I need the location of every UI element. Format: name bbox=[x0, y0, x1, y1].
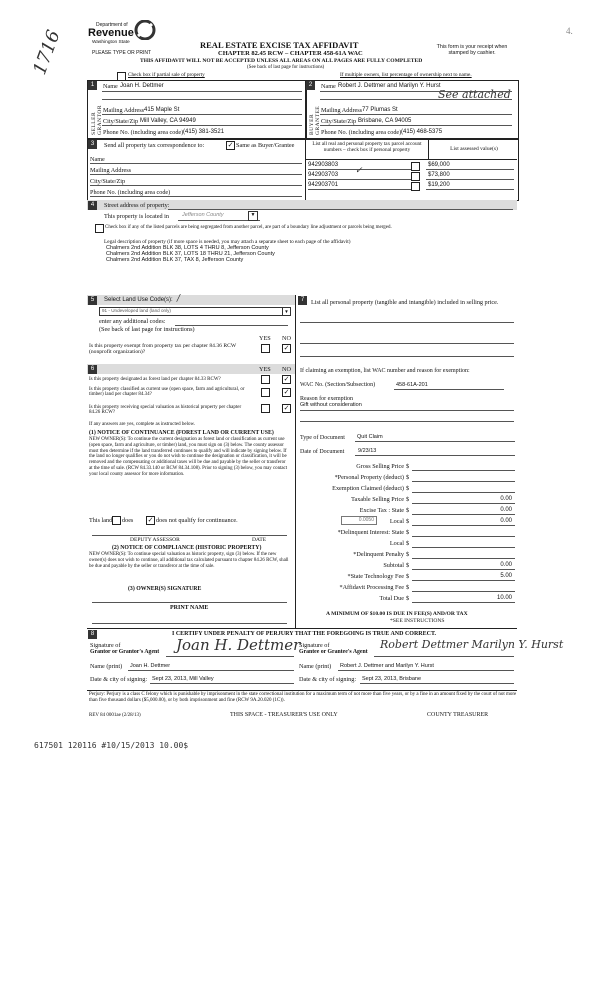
assessed-value[interactable]: $69,000 bbox=[428, 162, 450, 168]
parcel-rule bbox=[308, 169, 418, 170]
seller-name[interactable]: Joan H. Dettmer bbox=[120, 83, 164, 89]
legal-line-2[interactable]: Chalmers 2nd Addition BLK 37, LOTS 18 THRU 21, Jefferson County bbox=[106, 251, 275, 257]
same-as-buyer-label: Same as Buyer/Grantee bbox=[236, 142, 295, 149]
seller-phone[interactable]: (415) 381-3521 bbox=[183, 129, 225, 135]
doc-type-value[interactable]: Quit Claim bbox=[357, 434, 383, 440]
seller-address-rule bbox=[102, 114, 302, 115]
dollar-sign: $ bbox=[406, 584, 410, 591]
tax-value[interactable]: 0.00 bbox=[500, 562, 512, 568]
section-3-marker: 3 bbox=[88, 140, 97, 149]
certify-statement: I CERTIFY UNDER PENALTY OF PERJURY THAT THE FOREGOING IS TRUE AND CORRECT. bbox=[172, 631, 437, 637]
seller-side-label: SELLER GRANTOR bbox=[91, 105, 103, 135]
tax-value[interactable]: 10.00 bbox=[496, 595, 512, 601]
minimum-fee-note: A MINIMUM OF $10.00 IS DUE IN FEE(S) AND/OR TAX bbox=[326, 611, 468, 617]
dollar-sign: $ bbox=[406, 540, 410, 547]
section-1-marker: 1 bbox=[88, 81, 97, 90]
dollar-sign: $ bbox=[406, 595, 410, 602]
dollar-sign: $ bbox=[406, 507, 410, 514]
buyer-address-label: Mailing Address bbox=[321, 107, 363, 114]
does-not-label: does not qualify for continuance. bbox=[156, 517, 238, 524]
section-6-yes: YES bbox=[259, 366, 271, 373]
date-label: DATE bbox=[252, 537, 267, 543]
value-rule bbox=[426, 189, 514, 190]
partial-sale-label: Check box if partial sale of property bbox=[128, 72, 205, 78]
wac-label: WAC No. (Section/Subsection) bbox=[300, 382, 376, 388]
tax-rule bbox=[412, 569, 515, 570]
local-rate-value: 0.0050 bbox=[358, 517, 374, 523]
corr-phone-label: Phone No. (including area code) bbox=[90, 189, 171, 196]
does-label: does bbox=[122, 517, 134, 524]
tax-value[interactable]: 0.00 bbox=[500, 518, 512, 524]
current-use-question: Is this property classified as current use (open space, farm and agricultural, or timber) land per chapter 84.34? bbox=[89, 387, 245, 397]
corr-address-label: Mailing Address bbox=[90, 167, 132, 174]
tax-rule bbox=[412, 591, 515, 592]
value-rule bbox=[426, 169, 514, 170]
grantor-date-label: Date & city of signing: bbox=[90, 676, 148, 683]
tax-value[interactable]: 5.00 bbox=[500, 573, 512, 579]
dollar-sign: $ bbox=[406, 551, 410, 558]
grantee-date[interactable]: Sept 23, 2013, Brisbane bbox=[362, 676, 422, 682]
tax-rule bbox=[412, 514, 515, 515]
doc-type-rule bbox=[355, 441, 515, 442]
forest-no-checkbox[interactable]: ✓ bbox=[283, 375, 290, 383]
tax-label: *Delinquent Penalty bbox=[353, 551, 404, 558]
grantee-sig-rule bbox=[374, 656, 514, 657]
personal-property-label: List all personal property (tangible and intangible) included in selling price. bbox=[311, 299, 499, 306]
buyer-name-rule bbox=[320, 91, 512, 92]
dollar-sign: $ bbox=[406, 573, 410, 580]
tax-rule bbox=[412, 470, 515, 471]
revenue-logo bbox=[88, 20, 158, 46]
tax-label: Total Due bbox=[379, 595, 404, 602]
check-mark-scribble: ✓ bbox=[355, 166, 363, 176]
reason-label: Reason for exemption bbox=[300, 396, 353, 402]
county-select[interactable] bbox=[178, 212, 260, 221]
grantor-sig-sub: Grantor or Grantor's Agent bbox=[90, 649, 160, 655]
parcel-number[interactable]: 942903803 bbox=[308, 162, 339, 168]
grantee-sig-label: Signature of bbox=[299, 642, 330, 649]
parcel-number[interactable]: 942903701 bbox=[308, 182, 339, 188]
grantor-sig-label: Signature of bbox=[90, 642, 121, 649]
seller-phone-label: Phone No. (including area code) bbox=[103, 129, 184, 136]
dollar-sign: $ bbox=[406, 518, 410, 525]
tax-label: Excise Tax : State bbox=[359, 507, 404, 514]
wac-value[interactable]: 458-61A-201 bbox=[396, 382, 428, 388]
dollar-sign: $ bbox=[406, 463, 410, 470]
historic-no-checkbox[interactable]: ✓ bbox=[283, 404, 290, 412]
multiple-owners-note: If multiple owners, list percentage of ownership next to name. bbox=[340, 72, 472, 78]
personal-property-rule-1 bbox=[300, 322, 514, 323]
tax-value[interactable]: 0.00 bbox=[500, 496, 512, 502]
tax-label: *Delinquent Interest: State bbox=[337, 529, 404, 536]
tax-label: Local bbox=[389, 540, 404, 547]
reason-rule-1 bbox=[300, 410, 514, 411]
doc-type-label: Type of Document bbox=[300, 435, 345, 441]
if-yes-instruction: If any answers are yes, complete as instructed below. bbox=[89, 422, 196, 427]
corner-mark: 4. bbox=[566, 26, 573, 36]
section-5-marker: 5 bbox=[88, 296, 97, 305]
dept-line: Department of bbox=[96, 22, 128, 28]
section-8-marker: 8 bbox=[88, 630, 97, 639]
grantor-name-label: Name (print) bbox=[90, 663, 123, 670]
chevron-down-icon[interactable]: ▼ bbox=[282, 308, 290, 315]
see-back-header: (See back of last page for instructions) bbox=[247, 65, 325, 70]
corr-city-rule bbox=[90, 185, 302, 186]
tax-rule bbox=[412, 602, 515, 603]
local-rate-field[interactable] bbox=[341, 516, 377, 525]
dollar-sign: $ bbox=[406, 474, 410, 481]
section-5-yes: YES bbox=[259, 335, 271, 342]
owner-signature-label: (3) OWNER(S) SIGNATURE bbox=[128, 586, 202, 592]
land-use-select[interactable] bbox=[99, 307, 291, 316]
section-2-marker: 2 bbox=[306, 81, 315, 90]
forest-question: Is this property designated as forest land per chapter 84.33 RCW? bbox=[89, 377, 221, 382]
reason-rule-2 bbox=[300, 421, 514, 422]
section-6-marker: 6 bbox=[88, 365, 97, 374]
located-in-label: This property is located in bbox=[104, 213, 169, 220]
grantee-name-rule bbox=[338, 670, 514, 671]
tax-label: Exemption Claimed (deduct) bbox=[332, 485, 404, 492]
continuance-text: NEW OWNER(S): To continue the current designation as forest land or classification as current use (open space, farm and agriculture, or timber) land, you must sign on (3) below. The county assessor must then determine if the land transferred continues to qualify and will indicate by signing below. If the land no longer qualifies or you do not wish to continue the designation or classification, it will be removed and the compensating or additional taxes will be due and payable by the seller or transferor at the time of sale. (RCW 84.33.140 or RCW 84.34.108). Prior to signing (3) below, you may contact your local county assessor for more information. bbox=[89, 437, 288, 477]
margin-note: 1716 bbox=[29, 27, 65, 78]
value-header: List assessed value(s) bbox=[450, 146, 498, 152]
buyer-address[interactable]: 77 Plumas St bbox=[362, 107, 398, 113]
tax-rule bbox=[412, 525, 515, 526]
county-value: Jefferson County bbox=[182, 212, 224, 218]
owner-signature-rule bbox=[92, 602, 287, 603]
value-column-divider bbox=[428, 139, 429, 159]
buyer-city-rule bbox=[320, 125, 512, 126]
form-notice: THIS AFFIDAVIT WILL NOT BE ACCEPTED UNLESS ALL AREAS ON ALL PAGES ARE FULLY COMPLETED bbox=[140, 58, 423, 64]
treasurer-stamp: 617501 120116 #10/15/2013 10.00$ bbox=[34, 741, 189, 750]
section-5-see-back: (See back of last page for instructions) bbox=[99, 326, 195, 333]
tax-label: Local bbox=[389, 518, 404, 525]
tax-label: Gross Selling Price bbox=[356, 463, 404, 470]
section-6-no: NO bbox=[282, 366, 291, 373]
buyer-city[interactable]: Brisbane, CA 94005 bbox=[358, 118, 412, 124]
print-note: PLEASE TYPE OR PRINT bbox=[92, 50, 152, 56]
revision-label: REV 84 0001ae (2/28/13) bbox=[89, 713, 141, 718]
seller-city-label: City/State/Zip bbox=[103, 118, 139, 125]
center-divider bbox=[295, 295, 296, 628]
exempt-question: Is this property exempt from property tax per chapter 84.36 RCW (nonprofit organization)? bbox=[89, 343, 237, 355]
buyer-address-rule bbox=[320, 114, 512, 115]
form-title: REAL ESTATE EXCISE TAX AFFIDAVIT bbox=[200, 40, 359, 50]
tax-label: *Affidavit Processing Fee bbox=[339, 584, 404, 591]
current-use-no-checkbox[interactable]: ✓ bbox=[283, 388, 290, 396]
grantor-signature[interactable]: Joan H. Dettmer bbox=[176, 636, 301, 654]
footer-rule bbox=[87, 690, 517, 691]
grantee-sig-sub: Grantee or Grantee's Agent bbox=[299, 649, 368, 655]
tax-label: Taxable Selling Price bbox=[351, 496, 404, 503]
doc-date-label: Date of Document bbox=[300, 449, 345, 455]
street-address-rule bbox=[168, 209, 513, 210]
buyer-name-label: Name bbox=[321, 83, 336, 90]
deputy-rule bbox=[92, 535, 287, 536]
seller-city-rule bbox=[102, 125, 302, 126]
chevron-down-icon[interactable]: ▼ bbox=[248, 211, 258, 221]
buyer-name-rule-2 bbox=[320, 99, 512, 100]
buyer-name[interactable]: Robert J. Dettmer and Marilyn Y. Hurst bbox=[338, 83, 441, 89]
revenue-logo-icon bbox=[134, 20, 156, 40]
tax-rule bbox=[412, 536, 515, 537]
exempt-no-checkbox[interactable]: ✓ bbox=[283, 344, 290, 352]
county-treasurer-label: COUNTY TREASURER bbox=[427, 712, 489, 718]
historic-question: Is this property receiving special valuation as historical property per chapter 84.26 RCW? bbox=[89, 405, 242, 415]
grantee-signature[interactable]: Robert Dettmer Marilyn Y. Hurst bbox=[380, 638, 564, 651]
buyer-city-label: City/State/Zip bbox=[321, 118, 357, 125]
parcel-rule bbox=[308, 189, 418, 190]
seller-address-label: Mailing Address bbox=[103, 107, 145, 114]
this-land-label: This land bbox=[89, 517, 113, 524]
perjury-notice: Perjury: Perjury is a class C felony which is punishable by imprisonment in the state correctional institution for a maximum term of not more than five years, or by a fine in an amount fixed by the court of not more than five thousand dollars ($5,000.00), or by both imprisonment and fine (RCW 9A.20.020 (1C)). bbox=[89, 692, 517, 703]
corr-city-label: City/State/Zip bbox=[90, 178, 126, 185]
seller-city[interactable]: Mill Valley, CA 94949 bbox=[140, 118, 196, 124]
dept-state: Washington State bbox=[92, 40, 130, 45]
value-rule bbox=[426, 179, 514, 180]
send-correspondence-label: Send all property tax correspondence to: bbox=[104, 142, 205, 149]
does-checkbox[interactable] bbox=[112, 516, 121, 525]
land-use-label: Select Land Use Code(s): bbox=[104, 297, 173, 303]
corr-name-label: Name bbox=[90, 156, 105, 163]
grantor-name-rule bbox=[128, 670, 294, 671]
grantor-name[interactable]: Joan H. Dettmer bbox=[130, 663, 171, 669]
see-instructions-note: *SEE INSTRUCTIONS bbox=[390, 618, 445, 624]
parcel-number[interactable]: 942903703 bbox=[308, 172, 339, 178]
compliance-text: NEW OWNER(S): To continue special valuation as historic property, sign (3) below. If the new owner(s) does not wish to continue, all additional tax calculated pursuant to chapter 84.26 RCW, shall be due and payable by the seller or transferor at the time of sale. bbox=[89, 552, 289, 569]
personal-property-checkbox[interactable] bbox=[411, 162, 420, 171]
section-8-top-rule bbox=[87, 628, 517, 629]
parcel-rule bbox=[308, 179, 418, 180]
personal-property-checkbox[interactable] bbox=[411, 172, 420, 181]
additional-codes-label: enter any additional codes: bbox=[99, 318, 166, 325]
personal-property-rule-3 bbox=[300, 356, 514, 357]
deputy-label: DEPUTY ASSESSOR bbox=[130, 537, 180, 543]
legal-description-label: Legal description of property (if more space is needed, you may attach a separate sheet to each page of the affidavit) bbox=[104, 239, 351, 245]
dollar-sign: $ bbox=[406, 529, 410, 536]
does-not-checkbox[interactable]: ✓ bbox=[147, 516, 154, 524]
receipt-note: This form is your receipt when stamped by cashier. bbox=[436, 44, 508, 56]
tax-label: Subtotal bbox=[383, 562, 404, 569]
print-name-rule bbox=[92, 623, 287, 624]
tax-label: *State Technology Fee bbox=[347, 573, 404, 580]
segregated-checkbox[interactable] bbox=[95, 224, 104, 233]
section-7-marker: 7 bbox=[298, 296, 307, 305]
treasurer-space-label: THIS SPACE - TREASURER'S USE ONLY bbox=[230, 712, 338, 718]
corr-name-rule bbox=[90, 163, 302, 164]
legal-line-3[interactable]: Chalmers 2nd Addition BLK 37, TAX 8, Jefferson County bbox=[106, 257, 244, 263]
tax-rule bbox=[412, 580, 515, 581]
continuance-title: (1) NOTICE OF CONTINUANCE (FOREST LAND OR CURRENT USE) bbox=[89, 430, 274, 436]
wac-rule bbox=[394, 389, 504, 390]
section-4-marker: 4 bbox=[88, 201, 97, 210]
exempt-yes-checkbox[interactable] bbox=[261, 344, 270, 353]
land-use-value: 91 - Undeveloped land (land only) bbox=[102, 308, 171, 313]
buyer-handwritten-note: See attached bbox=[438, 88, 511, 101]
grantee-name[interactable]: Robert J. Dettmer and Marilyn Y. Hurst bbox=[340, 663, 434, 669]
corr-address-rule bbox=[90, 174, 302, 175]
form-subtitle: CHAPTER 82.45 RCW – CHAPTER 458-61A WAC bbox=[218, 50, 363, 57]
tax-rule bbox=[412, 503, 515, 504]
tax-label: *Personal Property (deduct) bbox=[334, 474, 404, 481]
grantor-date-rule bbox=[150, 683, 294, 684]
legal-line-1[interactable]: Chalmers 2nd Addition BLK 38, LOTS 4 THRU 8, Jefferson County bbox=[106, 245, 269, 251]
buyer-side-label: BUYER GRANTEE bbox=[309, 105, 321, 135]
correspondence-divider bbox=[305, 139, 306, 200]
dollar-sign: $ bbox=[406, 496, 410, 503]
personal-property-checkbox[interactable] bbox=[411, 182, 420, 191]
land-use-check: / bbox=[177, 294, 181, 304]
tax-rule bbox=[412, 481, 515, 482]
reason-value[interactable]: Gift without consideration bbox=[300, 402, 362, 408]
grantee-date-rule bbox=[360, 683, 514, 684]
print-name-label: PRINT NAME bbox=[170, 605, 209, 611]
parcel-header-rule bbox=[306, 159, 517, 160]
seller-name-rule-2 bbox=[102, 99, 302, 100]
grantor-date[interactable]: Sept 23, 2013, Mill Valley bbox=[152, 676, 214, 682]
dept-name: Revenue bbox=[88, 27, 134, 39]
tax-rule bbox=[412, 547, 515, 548]
grantee-date-label: Date & city of signing: bbox=[299, 676, 357, 683]
forest-yes-checkbox[interactable] bbox=[261, 375, 270, 384]
tax-rule bbox=[412, 492, 515, 493]
dollar-sign: $ bbox=[406, 562, 410, 569]
buyer-phone-label: Phone No. (including area code) bbox=[321, 129, 402, 136]
corr-phone-rule bbox=[90, 196, 302, 197]
assessed-value[interactable]: $73,800 bbox=[428, 172, 450, 178]
segregated-label: Check box if any of the listed parcels are being segregated from another parcel, are part of a boundary line adjustment or parcels being merged. bbox=[105, 225, 392, 230]
historic-yes-checkbox[interactable] bbox=[261, 404, 270, 413]
section-5-no: NO bbox=[282, 335, 291, 342]
personal-property-rule-2 bbox=[300, 343, 514, 344]
assessed-value[interactable]: $19,200 bbox=[428, 182, 450, 188]
doc-date-value[interactable]: 9/23/13 bbox=[358, 448, 377, 454]
seller-name-label: Name bbox=[103, 83, 118, 90]
seller-address[interactable]: 415 Maple St bbox=[144, 107, 180, 113]
grantor-sig-rule bbox=[166, 656, 294, 657]
exemption-label: If claiming an exemption, list WAC number and reason for exemption: bbox=[300, 368, 470, 374]
seller-name-rule bbox=[102, 91, 302, 92]
parcel-header: List all real and personal property tax parcel account numbers – check box if personal property bbox=[312, 141, 422, 153]
tax-rule bbox=[412, 558, 515, 559]
same-as-buyer-checkbox[interactable]: ✓ bbox=[227, 141, 234, 149]
doc-date-rule bbox=[355, 455, 515, 456]
street-address-label: Street address of property: bbox=[104, 202, 170, 209]
buyer-phone[interactable]: (415) 468-5375 bbox=[401, 129, 443, 135]
compliance-title: (2) NOTICE OF COMPLIANCE (HISTORIC PROPERTY) bbox=[112, 545, 262, 551]
grantee-name-label: Name (print) bbox=[299, 663, 332, 670]
dollar-sign: $ bbox=[406, 485, 410, 492]
current-use-yes-checkbox[interactable] bbox=[261, 388, 270, 397]
tax-value[interactable]: 0.00 bbox=[500, 507, 512, 513]
